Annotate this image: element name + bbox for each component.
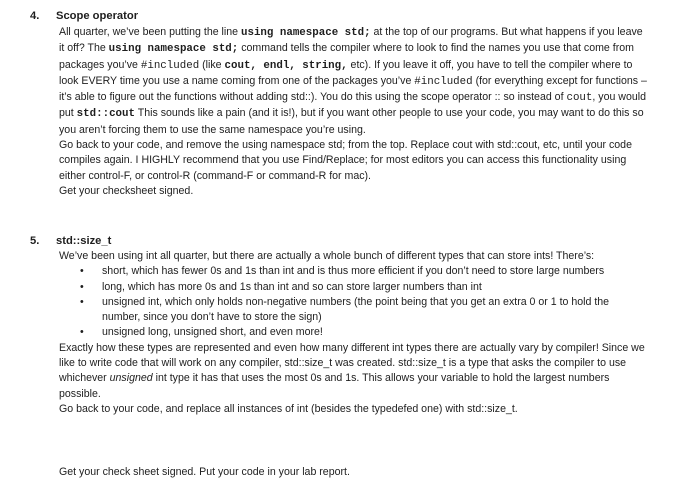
bullet-icon: •	[80, 280, 84, 293]
code-snippet: using namespace std;	[108, 43, 239, 56]
list-item-text: unsigned int, which only holds non-negative numbers (the point being that you get an extra 0 or 1 to hold the number, since you don’t have to store the sign)	[102, 295, 610, 324]
text-run: All quarter, we’ve been putting the line	[59, 26, 241, 38]
code-snippet: cout, endl, string,	[224, 59, 348, 72]
code-snippet: cout	[566, 92, 593, 105]
section-5-paragraph-3: Go back to your code, and replace all instances of int (besides the typedefed one) with std::size_t.	[59, 402, 518, 415]
text-run: command tells the compiler where to look to find the names you use that come from packages you’ve	[59, 42, 634, 71]
list-item	[80, 295, 649, 326]
section-4-paragraph-2: Go back to your code, and remove the using namespace std; from the top. Replace cout with std::cout, etc, until your code compiles again. I HIGHLY recommend that you use Find/Replace; for most editors you can access this functionality using either control-F, or control-R (command-F or command-R for mac).	[59, 139, 632, 182]
section-5-number: 5.	[30, 235, 40, 247]
text-run: int type it has that uses the most 0s and 1s. This allows your variable to hold the largest numbers possible.	[59, 372, 610, 400]
list-item-text: unsigned long, unsigned short, and even more!	[102, 326, 323, 339]
section-4-heading	[30, 9, 138, 24]
text-run: This sounds like a pain (and it is!), but if you want other people to use your code, you may want to do this so you aren’t forcing them to use the same namespace you’re using.	[59, 107, 644, 136]
section-5-paragraph-4: Get your check sheet signed. Put your code in your lab report.	[59, 466, 350, 478]
code-snippet: #included	[140, 59, 200, 72]
text-run: (for everything except for functions – it’s able to figure out the functions without adding std::). You do this using the scope operator :: so instead of	[59, 74, 647, 104]
code-snippet: std::cout	[76, 108, 135, 121]
section-5-footer	[59, 465, 649, 480]
bullet-icon: •	[80, 326, 84, 339]
list-item	[80, 325, 649, 340]
bullet-icon: •	[80, 265, 84, 278]
list-item	[80, 280, 649, 295]
text-run: etc). If you leave it off, you have to tell the compiler where to look EVERY time you use a name coming from one of the packages you’ve	[59, 58, 633, 87]
section-4-paragraph-3: Get your checksheet signed.	[59, 184, 194, 197]
section-4-paragraph-1	[59, 25, 649, 138]
code-snippet: #included	[414, 75, 473, 88]
text-run: , you would put	[59, 91, 646, 120]
list-item	[80, 264, 649, 279]
list-item-text: short, which has fewer 0s and 1s than int and is thus more efficient if you don’t need to store large numbers	[102, 265, 605, 278]
text-run: (like	[199, 58, 225, 71]
section-5-intro: We’ve been using int all quarter, but there are actually a whole bunch of different types that can store ints! There’s:	[59, 250, 595, 262]
section-5-body	[59, 249, 649, 417]
text-run: Exactly how these types are represented and even how many different int types there are actually vary by compiler! Since we like to write code that will work on any compiler, std::size_t was created. std::size_t is a type that asks the compiler to use whichever	[59, 341, 645, 385]
section-5-paragraph-2	[59, 341, 649, 402]
code-snippet: using namespace std;	[240, 27, 371, 39]
section-4-title: Scope operator	[56, 10, 139, 22]
section-5-heading	[30, 234, 111, 249]
list-item-text: long, which has more 0s and 1s than int and so can store larger numbers than int	[102, 280, 482, 293]
section-4-number: 4.	[30, 10, 40, 22]
int-types-list	[59, 264, 649, 340]
section-4-body	[59, 25, 649, 199]
text-run: at the top of our programs. But what happens if you leave it off? The	[59, 26, 643, 55]
section-5-title: std::size_t	[56, 235, 112, 247]
bullet-icon: •	[80, 295, 84, 308]
emphasis-text: unsigned	[109, 372, 153, 385]
